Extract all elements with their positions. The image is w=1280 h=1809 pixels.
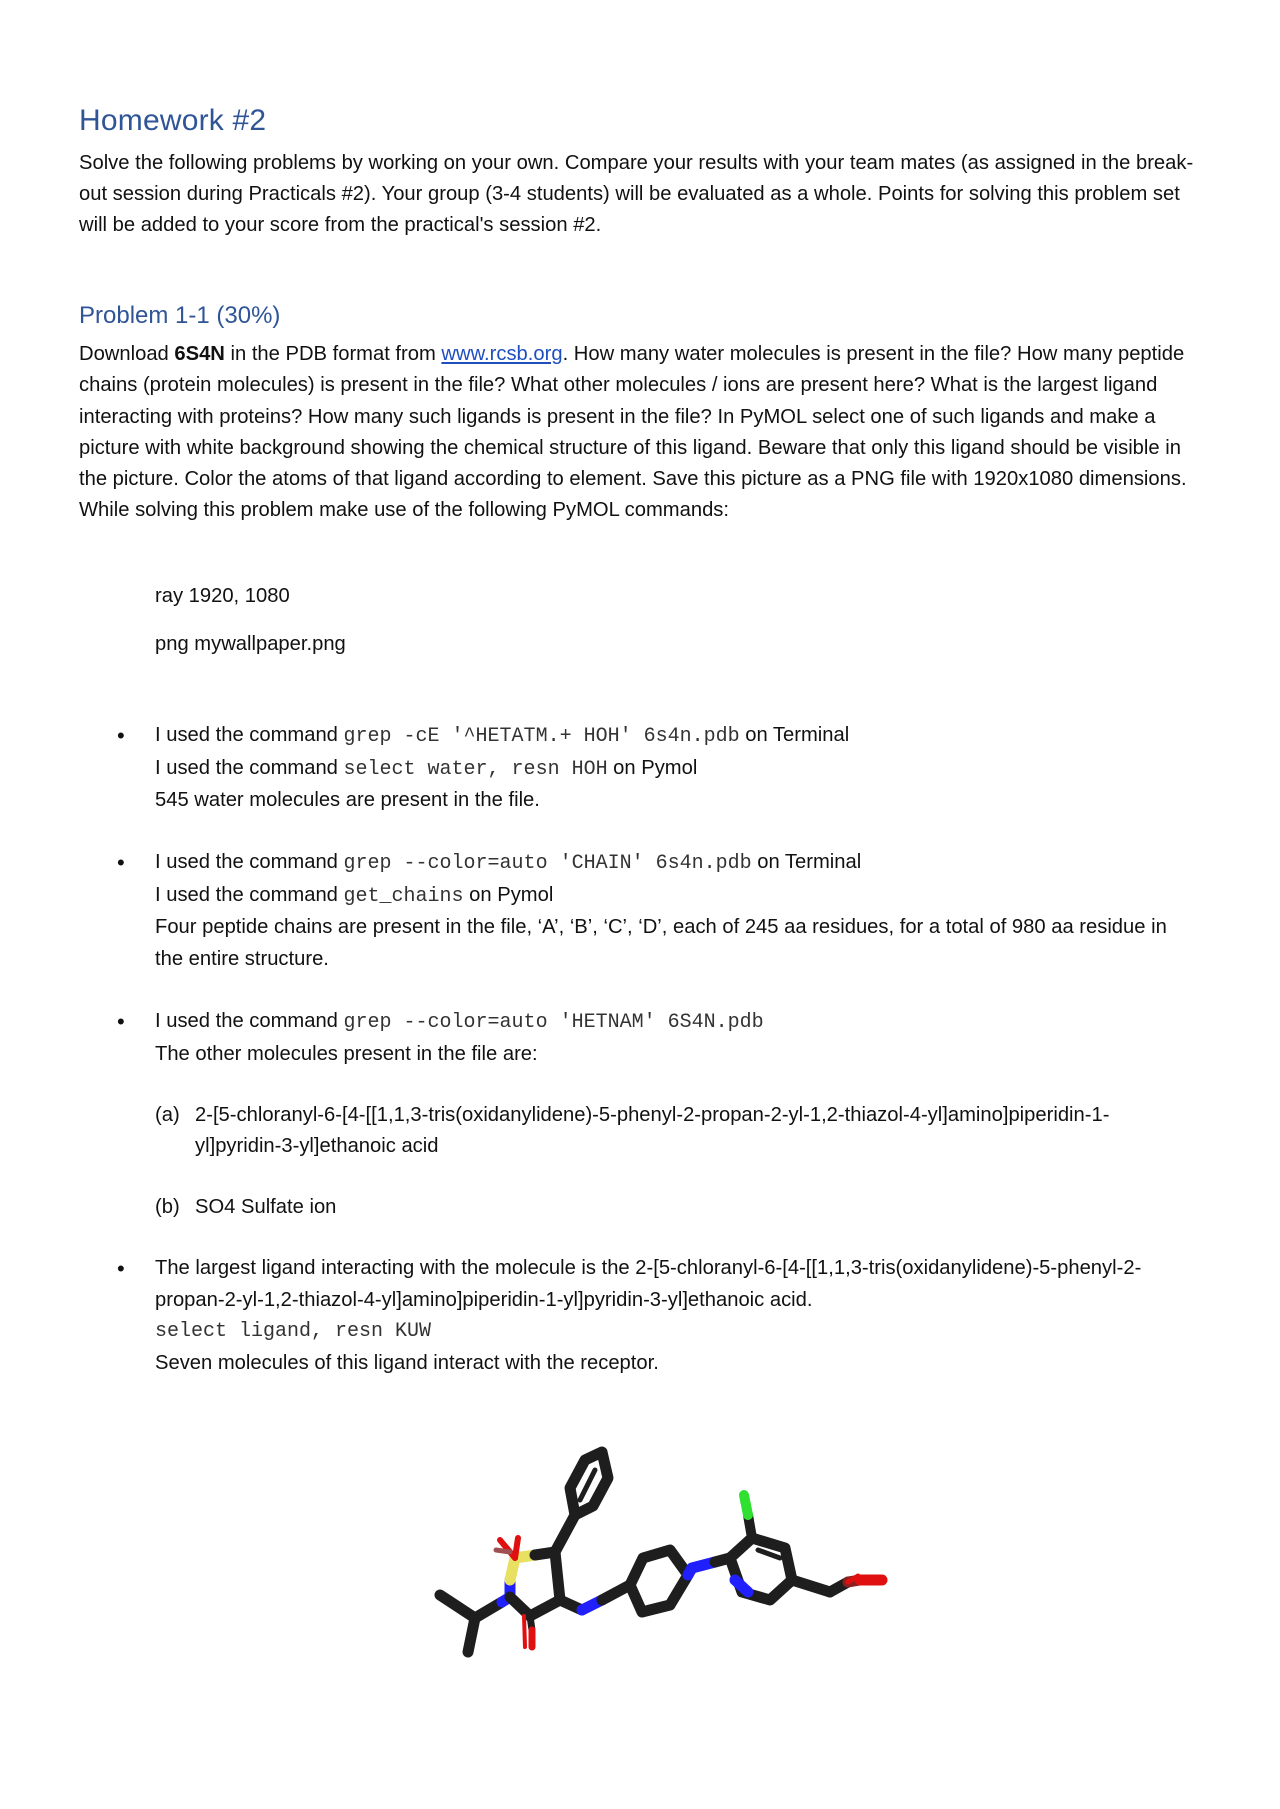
problem-text-mid: in the PDB format from [224,343,442,365]
ligand-count-text: Seven molecules of this ligand interact with the receptor. [155,1351,659,1374]
answer-hetnam-body [155,1006,1200,1070]
rcsb-link[interactable]: www.rcsb.org [441,343,563,365]
other-molecules-intro: The other molecules present in the file are: [155,1042,538,1065]
bullet-icon: • [117,850,125,875]
pymol-command: select water, resn HOH [343,757,608,781]
answer-text: I used the command [155,724,344,746]
bond [630,1550,688,1612]
bullet-icon: • [117,1256,125,1281]
terminal-command: grep --color=auto 'CHAIN' 6s4n.pdb [343,852,752,875]
bullet-icon: • [117,1009,125,1034]
intro-paragraph: Solve the following problems by working on your own. Compare your results with your team mates (as assigned in the break-out session during Practicals #2). Your group (3-4 students) will be evaluated as a whole. Points for solving this problem set will be added to your score from the practical's session #2. [79,152,1194,236]
problem-heading: Problem 1-1 (30%) [79,302,281,329]
list-item-label: (a) [155,1104,180,1126]
answer-chains-body [155,847,1200,975]
list-item-text: SO4 Sulfate ion [195,1196,337,1218]
pdb-code: 6S4N [174,343,225,365]
bond [744,1495,748,1515]
answer-ligand-body [155,1253,1200,1379]
page-title: Homework #2 [79,104,267,137]
problem-description [79,339,1204,527]
bond [792,1580,830,1592]
answer-text: on Terminal [739,724,850,746]
answer-text: I used the command [155,851,344,873]
ligand-description: The largest ligand interacting with the molecule is the 2-[5-chloranyl-6-[4-[[1,1,3-tris(oxidanylidene)-5-phenyl-2-propan-2-yl-1,2-thiazol-4-yl]amino]piperidin-1-yl]pyridin-3-yl]ethanoic acid. [155,1257,1142,1311]
water-count-text: 545 water molecules are present in the file. [155,789,540,812]
problem-text-start: Download [79,343,175,365]
ligand-structure-image [430,1440,910,1675]
problem-text-rest: . How many water molecules is present in the file? How many peptide chains (protein molecules) is present in the file? What other molecules / ions are present here? What is the largest ligand interacting with proteins? How many such ligands is present in the file? In PyMOL select one of such ligands and make a picture with white background showing the chemical structure of this ligand. Beware that only this ligand should be visible in the picture. Color the atoms of that ligand according to element. Save this picture as a PNG file with 1920x1080 dimensions. [79,343,1187,491]
answer-text: on Pymol [463,883,554,906]
answer-text: on Terminal [751,851,862,873]
bond [496,1550,510,1552]
bond [440,1595,475,1618]
bond [524,1616,525,1647]
terminal-command: grep -cE '^HETATM.+ HOH' 6s4n.pdb [343,725,740,748]
answer-text: I used the command [155,756,344,779]
answer-text: I used the command [155,1010,344,1032]
bond [510,1597,530,1616]
bond [555,1515,575,1552]
answer-water-body [155,720,1200,817]
pymol-command: get_chains [343,884,464,908]
pymol-command: select ligand, resn KUW [155,1320,432,1344]
chains-description: Four peptide chains are present in the file, ‘A’, ‘B’, ‘C’, ‘D’, each of 245 aa residues, for a total of 980 aa residue in the entire structure. [155,916,1167,970]
list-item-label: (b) [155,1196,180,1218]
bullet-icon: • [117,723,125,748]
answer-text: on Pymol [607,756,698,779]
list-item-text: 2-[5-chloranyl-6-[4-[[1,1,3-tris(oxidanylidene)-5-phenyl-2-propan-2-yl-1,2-thiazol-4-yl]amino]piperidin-1- yl]pyridin-3-yl]ethanoic acid [195,1104,1110,1157]
pymol-command-png: png mywallpaper.png [155,633,346,655]
terminal-command: grep --color=auto 'HETNAM' 6S4N.pdb [343,1011,764,1034]
bond [555,1552,560,1600]
answer-text: I used the command [155,883,344,906]
bond [515,1538,518,1558]
pymol-command-ray: ray 1920, 1080 [155,585,290,607]
commands-intro: While solving this problem make use of the following PyMOL commands: [79,499,730,522]
